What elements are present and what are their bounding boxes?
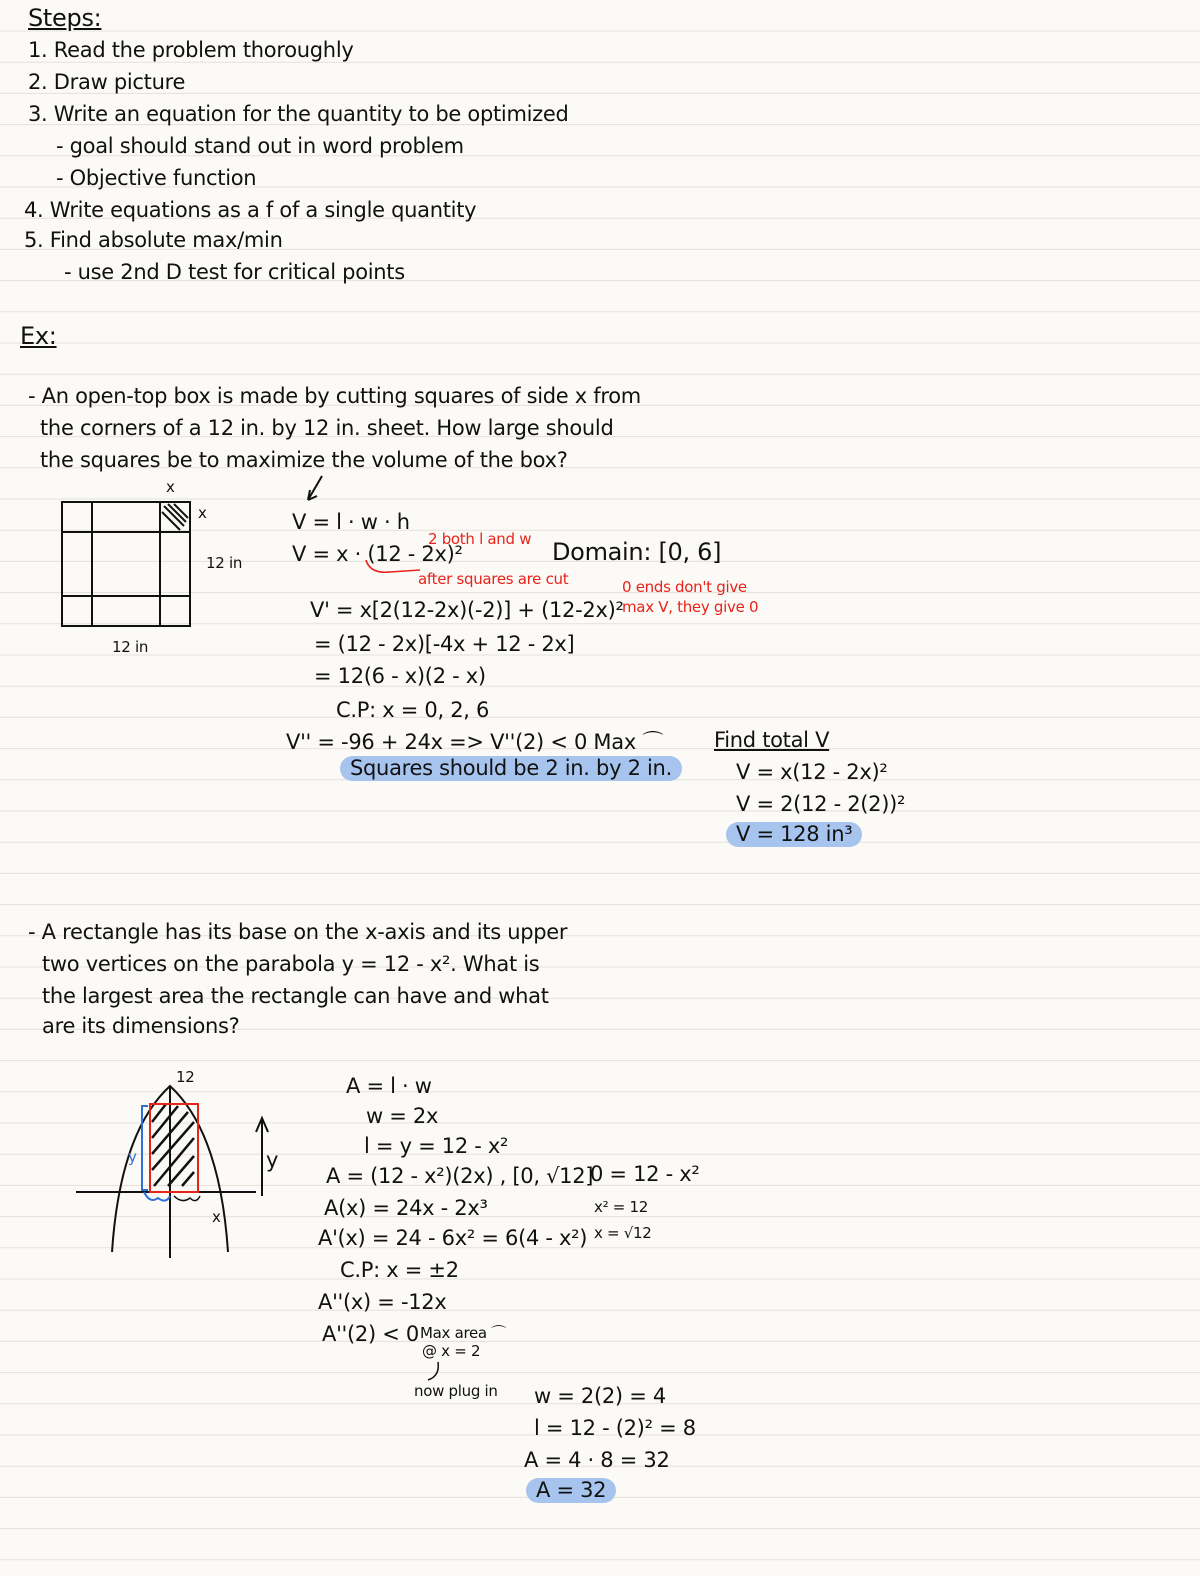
x-squared-equals-12: x² = 12	[594, 1198, 648, 1216]
x-equals-root-12: x = √12	[594, 1224, 652, 1242]
width-in-x: w = 2x	[366, 1104, 439, 1128]
domain-label: Domain: [0, 6]	[552, 538, 722, 566]
second-derivative-test-a: A''(2) < 0	[322, 1322, 419, 1346]
example-heading: Ex:	[20, 322, 57, 350]
parabola-vertex-label: 12	[176, 1068, 195, 1086]
length-in-x: l = y = 12 - x²	[364, 1134, 509, 1158]
step-3-note-goal: - goal should stand out in word problem	[56, 134, 464, 158]
derivative-factored: = 12(6 - x)(2 - x)	[314, 664, 486, 688]
both-l-and-w-note: 2 both l and w	[428, 530, 532, 548]
red-underline-brace	[360, 556, 430, 580]
example1-problem-line-2: the corners of a 12 in. by 12 in. sheet. How large should	[40, 416, 614, 440]
parabola-rectangle-figure	[70, 1068, 300, 1272]
max-area-note: Max area ⌒	[420, 1324, 506, 1342]
square-size-answer: Squares should be 2 in. by 2 in.	[340, 756, 682, 781]
area-formula: A = l · w	[346, 1074, 432, 1098]
total-volume-substitution: V = 2(12 - 2(2))²	[736, 792, 906, 816]
area-function: A(x) = 24x - 2x³	[324, 1196, 488, 1220]
result-area-answer: A = 32	[526, 1478, 616, 1503]
volume-derivative: V' = x[2(12-2x)(-2)] + (12-2x)²	[310, 598, 624, 622]
y-axis-label: y	[266, 1148, 279, 1172]
critical-points-a: C.P: x = ±2	[340, 1258, 459, 1282]
plug-in-arrow-icon	[420, 1360, 450, 1384]
example2-problem-line-3: the largest area the rectangle can have and what	[42, 984, 549, 1008]
volume-formula: V = l · w · h	[292, 510, 410, 534]
second-derivative-test-v: V'' = -96 + 24x => V''(2) < 0 Max ⌒	[286, 730, 664, 754]
sheet-top-x-label: x	[166, 478, 175, 496]
example2-problem-line-2: two vertices on the parabola y = 12 - x². What is	[42, 952, 540, 976]
volume-arrow-icon	[300, 472, 340, 506]
result-length: l = 12 - (2)² = 8	[534, 1416, 696, 1440]
step-5: 5. Find absolute max/min	[24, 228, 283, 252]
result-area-product: A = 4 · 8 = 32	[524, 1448, 670, 1472]
total-volume-answer: V = 128 in³	[726, 822, 862, 847]
total-volume-heading: Find total V	[714, 728, 830, 752]
sheet-side-length-label: 12 in	[206, 554, 243, 572]
example2-problem-line-4: are its dimensions?	[42, 1014, 240, 1038]
rect-half-width-x-label: x	[212, 1208, 221, 1226]
sheet-bottom-length-label: 12 in	[112, 638, 149, 656]
sheet-side-x-label: x	[198, 504, 207, 522]
result-width: w = 2(2) = 4	[534, 1384, 666, 1408]
step-4: 4. Write equations as a f of a single quantity	[24, 198, 477, 222]
endpoint-note-line-2: max V, they give 0	[622, 598, 759, 616]
steps-heading: Steps:	[28, 4, 102, 32]
zero-equation: 0 = 12 - x²	[590, 1162, 700, 1186]
example1-problem-line-1: - An open-top box is made by cutting squares of side x from	[28, 384, 641, 408]
example2-problem-line-1: - A rectangle has its base on the x-axis and its upper	[28, 920, 568, 944]
step-3: 3. Write an equation for the quantity to be optimized	[28, 102, 569, 126]
step-1: 1. Read the problem thoroughly	[28, 38, 354, 62]
endpoint-note-line-1: 0 ends don't give	[622, 578, 747, 596]
total-volume-formula: V = x(12 - 2x)²	[736, 760, 888, 784]
area-derivative: A'(x) = 24 - 6x² = 6(4 - x²)	[318, 1226, 588, 1250]
critical-points-v: C.P: x = 0, 2, 6	[336, 698, 490, 722]
rect-height-y-label: y	[128, 1148, 137, 1166]
after-cut-note: after squares are cut	[418, 570, 569, 588]
volume-in-x: V = x · (12 - 2x)²	[292, 542, 463, 566]
example1-problem-line-3: the squares be to maximize the volume of the box?	[40, 448, 568, 472]
plug-in-note: now plug in	[414, 1382, 498, 1400]
step-2: 2. Draw picture	[28, 70, 186, 94]
area-in-x-with-domain: A = (12 - x²)(2x) , [0, √12]	[326, 1164, 594, 1188]
step-5-note: - use 2nd D test for critical points	[64, 260, 405, 284]
step-3-note-objective: - Objective function	[56, 166, 257, 190]
area-second-derivative: A''(x) = -12x	[318, 1290, 447, 1314]
derivative-factor-step: = (12 - 2x)[-4x + 12 - 2x]	[314, 632, 575, 656]
max-at-x2-note: @ x = 2	[422, 1342, 481, 1360]
